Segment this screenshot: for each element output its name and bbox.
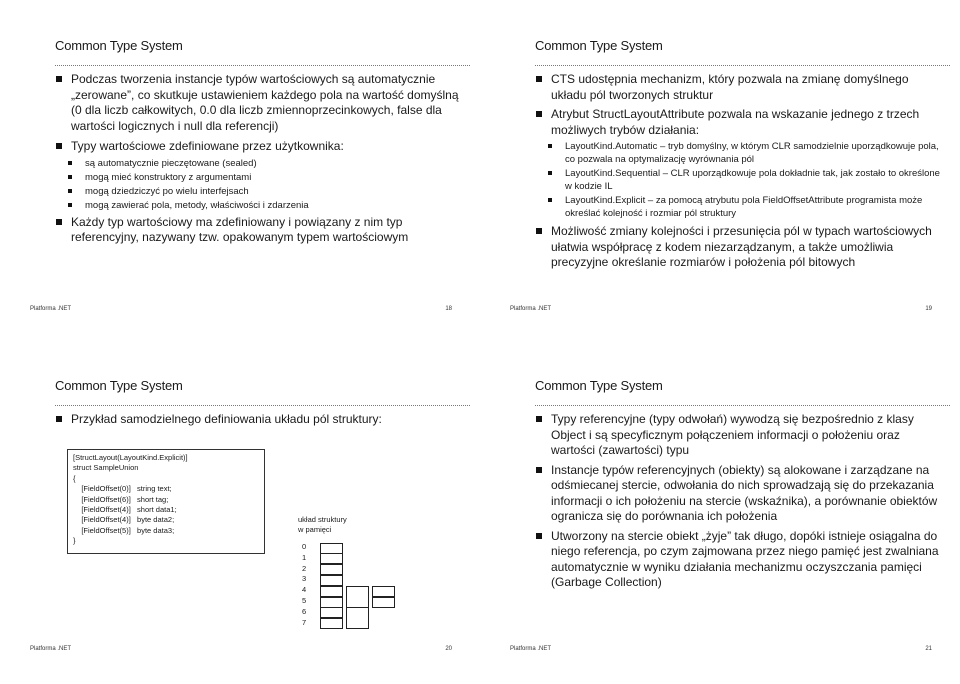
sub-bullet: są automatycznie pieczętowane (sealed) — [63, 157, 460, 170]
title-divider — [535, 65, 950, 66]
slide-number: 18 — [445, 306, 452, 312]
slide-number: 21 — [925, 646, 932, 652]
memory-cell — [346, 607, 369, 629]
code-line: struct SampleUnion — [73, 463, 139, 473]
bullet: Przykład samodzielnego definiowania układu pól struktury: — [55, 412, 460, 428]
memory-offset: 7 — [302, 617, 307, 627]
code-line: [StructLayout(LayoutKind.Explicit)] — [73, 453, 188, 462]
bullet: Utworzony na stercie obiekt „żyje” tak długo, dopóki istnieje osiągalna do niego referencja, po czym zajmowana przez niego pamięć jest zwalniana automatycznie w wyniku działania mechanizmu oczyszczania pamięci (Garbage Collection) — [535, 529, 940, 591]
code-line: [FieldOffset(4)] short data1; — [73, 505, 177, 515]
footer-label: Platforma .NET — [30, 306, 72, 312]
footer-label: Platforma .NET — [510, 646, 552, 652]
code-line: [FieldOffset(5)] byte data3; — [73, 525, 175, 535]
code-line: [FieldOffset(6)] short tag; — [73, 494, 169, 504]
bullet: Podczas tworzenia instancje typów wartościowych są automatycznie „zerowane”, co skutkuje ustawieniem każdego pola na wartość domyślną (0 dla liczb całkowitych, 0.0 dla liczb zmiennoprzecinkowych, false dla wartości logicznych i null dla referencji) — [55, 72, 460, 134]
title-divider — [535, 405, 950, 406]
memory-cell — [346, 586, 369, 608]
memory-cell — [320, 564, 343, 575]
sub-bullet: LayoutKind.Sequential – CLR uporządkowuje pola dokładnie tak, jak zostało to określone w kodzie IL — [543, 167, 940, 193]
footer-label: Platforma .NET — [510, 306, 552, 312]
title-divider — [55, 405, 470, 406]
slide-title: Common Type System — [535, 38, 663, 53]
memory-offset: 4 — [302, 585, 307, 595]
slide-content — [55, 412, 460, 430]
slide-19 — [510, 22, 950, 322]
memory-cell — [320, 618, 343, 629]
bullet: Typy wartościowe zdefiniowane przez użytkownika: — [55, 139, 460, 155]
memory-offset: 5 — [302, 595, 307, 605]
slide-number: 20 — [445, 646, 452, 652]
memory-cell — [320, 586, 343, 597]
sub-bullet: LayoutKind.Explicit – za pomocą atrybutu pola FieldOffsetAttribute programista może określać kolejność i rozmiar pól struktury — [543, 194, 940, 220]
bullet: Możliwość zmiany kolejności i przesunięcia pól w typach wartościowych ułatwia współpracę z kodem niezarządzanym, a także umożliwia precyzyjne określanie rozmiarów i położenia pól bitowych — [535, 224, 940, 271]
bullet: Atrybut StructLayoutAttribute pozwala na wskazanie jednego z trzech możliwych trybów działania: — [535, 107, 940, 138]
memory-layout-label — [298, 515, 347, 535]
sub-bullet: mogą dziedziczyć po wielu interfejsach — [63, 185, 460, 198]
bullet: Typy referencyjne (typy odwołań) wywodzą się bezpośrednio z klasy Object i są specyficznym połączeniem informacji o położeniu oraz wartości (zawartości) typu — [535, 412, 940, 459]
code-line: { — [73, 473, 76, 483]
slide-21 — [510, 362, 950, 662]
code-line: [FieldOffset(0)] string text; — [73, 484, 172, 494]
bullet: CTS udostępnia mechanizm, który pozwala na zmianę domyślnego układu pól tworzonych struktur — [535, 72, 940, 103]
sub-bullet: mogą mieć konstruktory z argumentami — [63, 171, 460, 184]
slide-20 — [30, 362, 470, 662]
memory-cell — [372, 586, 395, 597]
code-line: } — [73, 536, 76, 546]
title-divider — [55, 65, 470, 66]
slide-content — [535, 412, 940, 593]
slide-title: Common Type System — [55, 378, 183, 393]
memory-label-line: układ struktury — [298, 515, 347, 524]
memory-offset: 1 — [302, 552, 307, 562]
memory-offsets — [302, 542, 306, 628]
slide-18 — [30, 22, 470, 322]
sub-bullet: LayoutKind.Automatic – tryb domyślny, w którym CLR samodzielnie uporządkowuje pola, co pozwala na optymalizację wyrównania pól — [543, 140, 940, 166]
memory-offset: 6 — [302, 606, 307, 616]
slide-content — [55, 72, 460, 248]
memory-cell — [320, 553, 343, 564]
slide-title: Common Type System — [535, 378, 663, 393]
memory-cell — [320, 607, 343, 618]
memory-offset: 0 — [302, 542, 307, 551]
slide-title: Common Type System — [55, 38, 183, 53]
memory-cell — [320, 575, 343, 586]
memory-label-line: w pamięci — [298, 525, 332, 534]
sub-bullet: mogą zawierać pola, metody, właściwości i zdarzenia — [63, 199, 460, 212]
bullet: Instancje typów referencyjnych (obiekty) są alokowane i zarządzane na odśmiecanej stercie, odwołania do nich sprowadzają się do przekazania informacji o ich położeniu na stercie (wskaźnika), a porównanie obiektów ogranicza się do porównania ich położenia — [535, 463, 940, 525]
footer-label: Platforma .NET — [30, 646, 72, 652]
code-line: [FieldOffset(4)] byte data2; — [73, 515, 175, 525]
memory-cell — [372, 597, 395, 608]
slide-content — [535, 72, 940, 273]
memory-offset: 3 — [302, 574, 307, 584]
bullet: Każdy typ wartościowy ma zdefiniowany i powiązany z nim typ referencyjny, nazywany tzw. opakowanym typem wartościowym — [55, 215, 460, 246]
memory-offset: 2 — [302, 563, 307, 573]
code-listing — [67, 449, 265, 554]
slide-number: 19 — [925, 306, 932, 312]
